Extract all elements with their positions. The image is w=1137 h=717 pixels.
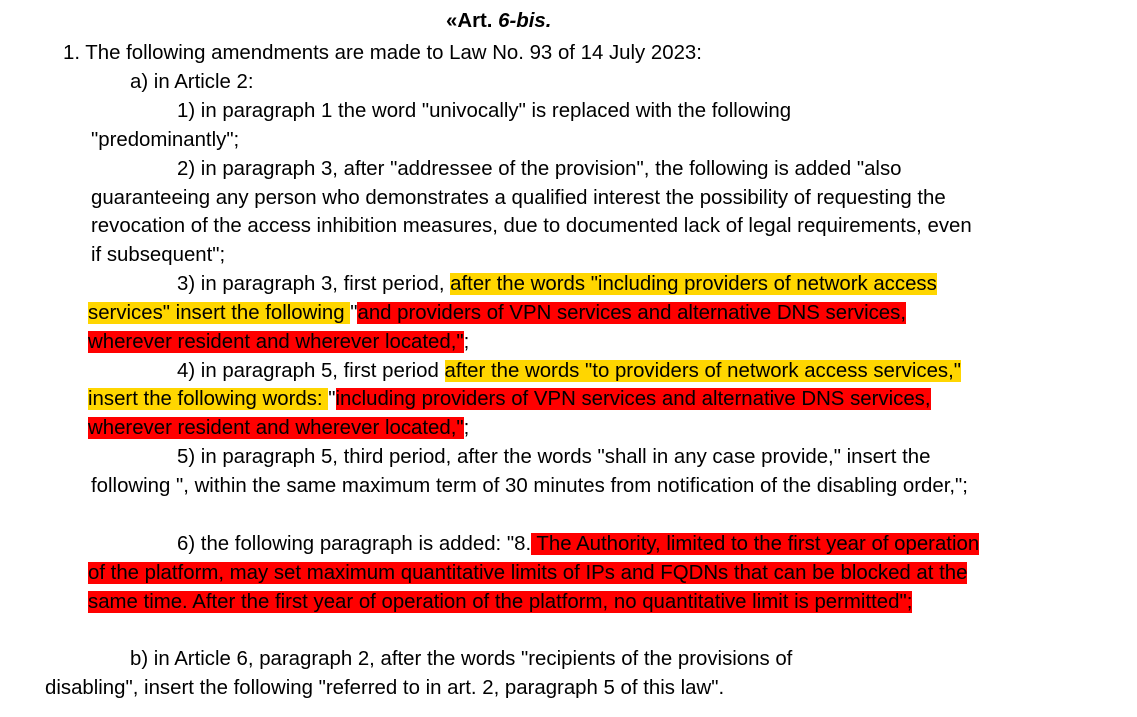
subsection-b-line-2: disabling", insert the following "referred to in art. 2, paragraph 5 of this law".	[45, 677, 725, 699]
item-4-end: ;	[463, 417, 470, 439]
item-4-line-3	[88, 414, 469, 443]
item-4-quote: "	[328, 388, 336, 410]
item-3-end: ;	[463, 331, 470, 353]
item-3-line-3	[88, 328, 469, 357]
item-6-line-3	[88, 588, 912, 617]
item-1-line-2: "predominantly";	[91, 129, 240, 151]
item-4-red-highlight-1: including providers of VPN services and alternative DNS services,	[335, 388, 931, 410]
item-6-line-1	[177, 530, 979, 559]
article-heading-number: 6-bis.	[498, 10, 552, 32]
item-2-line-2: guaranteeing any person who demonstrates a qualified interest the possibility of requesting the	[91, 187, 946, 209]
item-4-yellow-highlight-1: after the words "to providers of network access services,"	[444, 360, 962, 382]
subsection-a-heading: a) in Article 2:	[130, 71, 254, 93]
item-6-red-highlight-2: of the platform, may set maximum quantitative limits of IPs and FQDNs that can be blocked at the	[88, 562, 968, 584]
item-2-line-4: if subsequent";	[91, 244, 226, 266]
item-3-yellow-highlight-2: services" insert the following	[88, 302, 351, 324]
item-3-line-2	[88, 299, 906, 328]
item-6-red-highlight-1: The Authority, limited to the first year of operation	[531, 533, 980, 555]
item-4-plain-text: 4) in paragraph 5, first period	[177, 360, 445, 382]
subsection-b-line-1: b) in Article 6, paragraph 2, after the words "recipients of the provisions of	[130, 648, 793, 670]
item-4-red-highlight-2: wherever resident and wherever located,"	[88, 417, 464, 439]
item-3-red-highlight-1: and providers of VPN services and alternative DNS services,	[357, 302, 907, 324]
item-6-red-highlight-3: same time. After the first year of operation of the platform, no quantitative limit is permitted";	[88, 591, 913, 613]
item-2-line-3: revocation of the access inhibition measures, due to documented lack of legal requirements, even	[91, 215, 972, 237]
article-heading-prefix: «Art.	[446, 10, 499, 32]
item-6-plain-text: 6) the following paragraph is added: "8.	[177, 533, 532, 555]
item-4-yellow-highlight-2: insert the following words:	[88, 388, 329, 410]
item-3-line-1	[177, 270, 937, 299]
item-5-line-2: following ", within the same maximum term of 30 minutes from notification of the disabling order,";	[91, 475, 968, 497]
item-4-line-2	[88, 385, 931, 414]
item-3-yellow-highlight-1: after the words "including providers of network access	[450, 273, 937, 295]
item-2-line-1: 2) in paragraph 3, after "addressee of the provision", the following is added "also	[177, 158, 902, 180]
item-6-line-2	[88, 559, 967, 588]
item-5-line-1: 5) in paragraph 5, third period, after the words "shall in any case provide," insert the	[177, 446, 931, 468]
item-3-quote: "	[350, 302, 358, 324]
item-1-line-1: 1) in paragraph 1 the word "univocally" is replaced with the following	[177, 100, 792, 122]
item-4-line-1	[177, 357, 961, 386]
item-3-plain-text: 3) in paragraph 3, first period,	[177, 273, 451, 295]
item-3-red-highlight-2: wherever resident and wherever located,"	[88, 331, 464, 353]
paragraph-1-intro: 1. The following amendments are made to Law No. 93 of 14 July 2023:	[63, 42, 702, 64]
article-heading	[446, 7, 551, 36]
